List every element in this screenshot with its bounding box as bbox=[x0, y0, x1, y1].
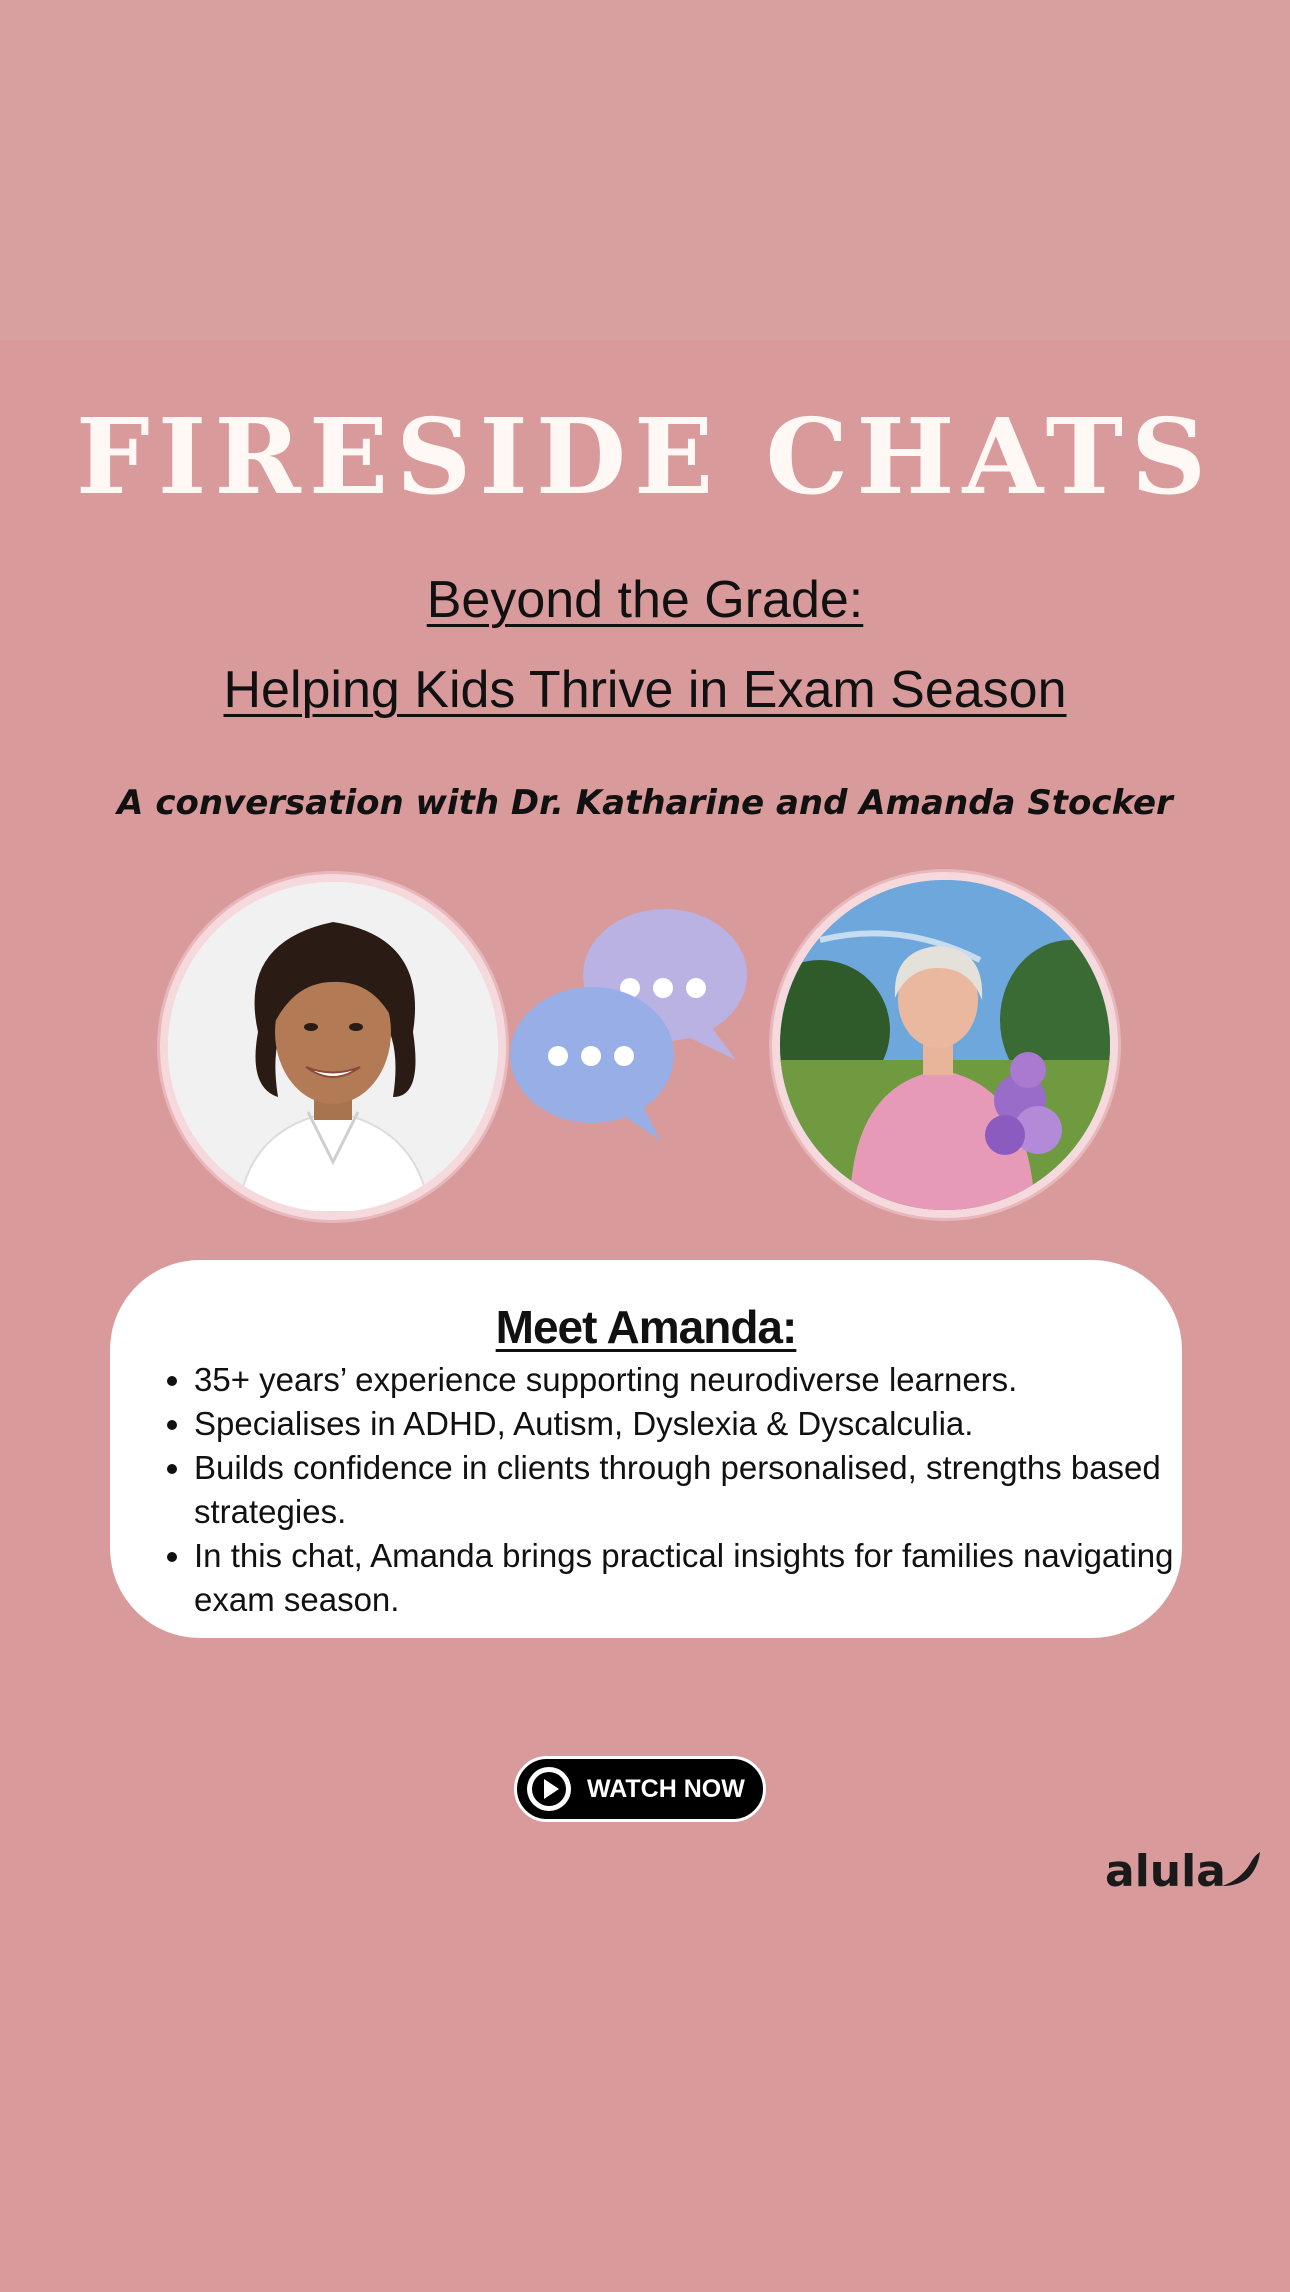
card-heading: Meet Amanda: bbox=[495, 1301, 797, 1353]
list-item: • 35+ years’ experience supporting neurodiverse learners. bbox=[194, 1358, 1194, 1402]
subtitle-line-1: Beyond the Grade: bbox=[426, 571, 864, 629]
portrait-right-image bbox=[780, 880, 1110, 1210]
watch-now-label: WATCH NOW bbox=[587, 1775, 745, 1803]
list-item: • Builds confidence in clients through personalised, strengths based strategies. bbox=[194, 1446, 1194, 1534]
list-item: • Specialises in ADHD, Autism, Dyslexia & Dyscalculia. bbox=[194, 1402, 1194, 1446]
tagline: A conversation with Dr. Katharine and Amanda Stocker bbox=[117, 783, 1173, 823]
portrait-amanda-stocker bbox=[772, 872, 1118, 1218]
play-icon bbox=[525, 1765, 573, 1813]
watch-now-button[interactable] bbox=[514, 1756, 766, 1822]
meet-amanda-card bbox=[110, 1260, 1182, 1638]
speech-bubble-front bbox=[510, 987, 674, 1140]
bio-list bbox=[150, 1358, 1194, 1622]
portrait-left-image bbox=[168, 882, 498, 1212]
alula-logo: alula bbox=[1105, 1846, 1226, 1897]
subtitle-line-2: Helping Kids Thrive in Exam Season bbox=[223, 661, 1067, 719]
list-item: • In this chat, Amanda brings practical insights for families navigating exam season. bbox=[194, 1534, 1194, 1622]
wing-icon bbox=[1220, 1850, 1262, 1890]
speech-bubbles-icon bbox=[500, 900, 760, 1140]
portrait-dr-katharine bbox=[160, 874, 506, 1220]
page-title: FIRESIDE CHATS bbox=[75, 395, 1215, 518]
